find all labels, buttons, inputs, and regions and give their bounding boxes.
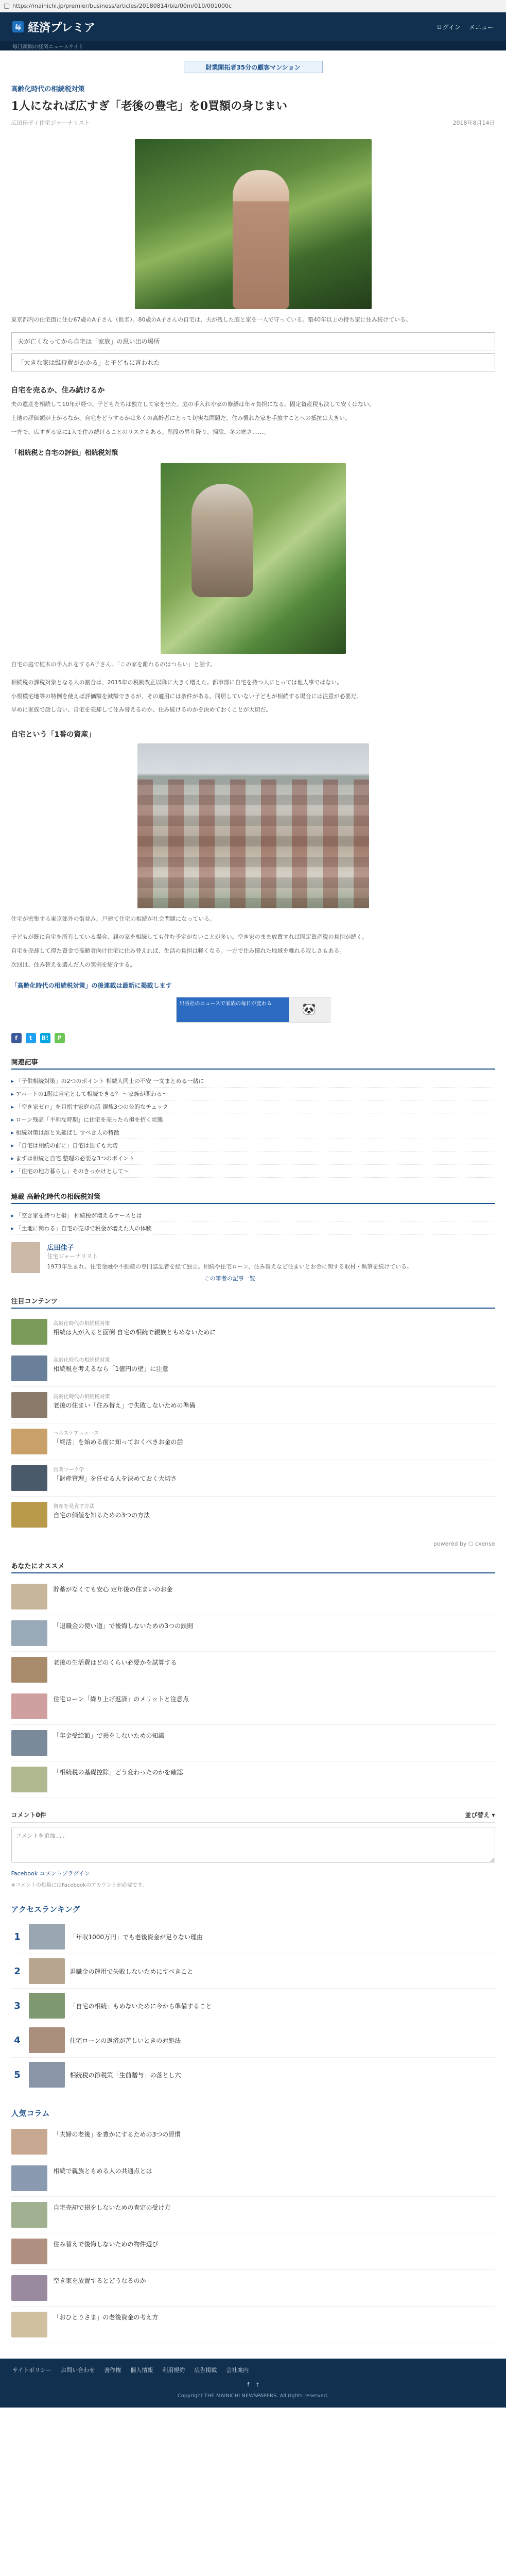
popular-list — [11, 1579, 495, 1798]
facebook-plugin-label[interactable]: Facebook コメントプラグイン — [11, 1870, 90, 1877]
card-category: ヘルスケアニュース — [53, 1431, 99, 1437]
card-title: 相続で親族ともめる人の共通点とは — [53, 2167, 152, 2175]
recommend-card[interactable] — [11, 1350, 495, 1387]
article-photo-houses — [137, 743, 369, 908]
article-paragraph: 相続税の課税対象となる人の割合は、2015年の税制改正以降に大きく増えた。都市部に自宅を持つ人にとっては他人事ではない。 — [11, 679, 343, 686]
card-category: 営業ワーク学 — [53, 1467, 84, 1473]
author-box — [11, 1242, 495, 1283]
card-category: 高齢化時代の相続税対策 — [53, 1394, 110, 1400]
thumbnail — [11, 2129, 47, 2155]
thumbnail — [11, 1355, 47, 1381]
thumbnail — [11, 1429, 47, 1454]
hatena-icon[interactable]: B! — [40, 1033, 50, 1043]
related-item[interactable]: ▸ アパートの1階は自宅として相続できる？ 〜家族が関わる〜 — [11, 1088, 495, 1100]
ranking-item[interactable] — [11, 2023, 495, 2058]
popular-title: あなたにオススメ — [11, 1561, 495, 1573]
comments-header — [11, 1810, 495, 1823]
people-card[interactable] — [11, 2160, 495, 2197]
card-title: 相続税を考えるなら「1億円の壁」に注意 — [53, 1365, 169, 1373]
comment-count: コメント0件 — [11, 1811, 46, 1819]
thumbnail — [11, 1767, 47, 1792]
series-block-title[interactable]: 連載 高齢化時代の相続税対策 — [11, 1191, 495, 1204]
related-list — [11, 1075, 495, 1178]
article-date: 2018年8月14日 — [452, 119, 495, 126]
people-card[interactable] — [11, 2233, 495, 2270]
recommend-card[interactable] — [11, 1423, 495, 1460]
site-footer — [0, 2359, 506, 2408]
menu-button[interactable]: メニュー — [468, 23, 494, 31]
card-title: 自宅の価値を知るための3つの方法 — [53, 1512, 150, 1519]
card-title: 住宅ローン「繰り上げ返済」のメリットと注意点 — [53, 1696, 189, 1703]
rank-number: 1 — [14, 1931, 21, 1942]
footer-link[interactable]: 広告掲載 — [194, 2367, 217, 2374]
photo-caption: 住宅が密集する東京郊外の街並み。戸建て住宅の相続が社会問題になっている。 — [11, 916, 216, 923]
ranking-title-text: 「自宅の相続」もめないために今から準備すること — [69, 2002, 212, 2010]
recommend-card[interactable] — [11, 1387, 495, 1423]
footer-link[interactable]: 著作権 — [104, 2367, 121, 2374]
recommend-title: 注目コンテンツ — [11, 1296, 495, 1309]
card-title: 老後の生活費はどのくらい必要かを試算する — [53, 1659, 177, 1667]
article-paragraph: 夫の遺産を相続して10年が経つ。子どもたちは独立して家を出た。庭の手入れや家の修繕は年々負担になる。固定資産税も決して安くはない。 — [11, 401, 375, 408]
recommend-card[interactable] — [11, 1314, 495, 1350]
site-header — [0, 12, 506, 41]
popular-card[interactable] — [11, 1725, 495, 1761]
ranking-item[interactable] — [11, 1989, 495, 2023]
facebook-icon[interactable]: f — [247, 2381, 250, 2388]
section-heading: 自宅を売るか、住み続けるか — [11, 386, 105, 395]
card-title: 相続は人が入ると面倒 自宅の相続で親族ともめないために — [53, 1329, 216, 1336]
footer-link[interactable]: 会社案内 — [226, 2367, 249, 2374]
thumbnail — [11, 2312, 47, 2337]
logo-mark-icon: 毎 — [12, 21, 24, 32]
comment-sort-select[interactable]: 並び替え ▾ — [465, 1811, 495, 1819]
thumbnail — [29, 1993, 65, 2019]
series-item[interactable]: ▸ 「土地に関わる」自宅の売却で税金が増えた人の体験 — [11, 1222, 495, 1235]
article-paragraph: 一方で、広すぎる家に1人で住み続けることのリスクもある。階段の昇り降り、掃除、冬の寒さ……。 — [11, 429, 270, 436]
related-item[interactable]: ▸ 相続対策は誰と先延ばし すべき人の特徴 — [11, 1126, 495, 1139]
header-subtitle: 毎日新聞の経済ニュースサイト — [0, 41, 506, 50]
people-title: 人気コラム — [11, 2109, 50, 2119]
series-link[interactable]: 「高齢化時代の相続税対策」の後連載は最新に掲載します — [11, 981, 172, 989]
pull-quote: 「大きな家は維持費がかかる」と子どもに言われた — [11, 353, 495, 371]
related-item[interactable]: ▸ 「空き家ゼロ」を目指す家庭の話 親族3つの公的なチェック — [11, 1100, 495, 1113]
ranking-title-text: 相続税の節税策「生前贈与」の落とし穴 — [69, 2071, 181, 2079]
share-buttons — [11, 1033, 495, 1043]
series-title[interactable]: 高齢化時代の相続税対策 — [11, 86, 85, 93]
thumbnail — [11, 2275, 47, 2301]
powered-by: powered by ⬡ cxense — [433, 1540, 495, 1548]
card-title: 老後の住まい「住み替え」で失敗しないための準備 — [53, 1402, 196, 1410]
footer-links — [12, 2366, 494, 2374]
card-title: 「終活」を始める前に知っておくべきお金の話 — [53, 1438, 183, 1446]
pull-quote: 夫が亡くなってから自宅は「家族」の思い出の場所 — [11, 332, 495, 350]
footer-link[interactable]: 個人情報 — [130, 2367, 153, 2374]
thumbnail — [29, 1924, 65, 1950]
card-title: 「相続税の基礎控除」どう変わったのかを確認 — [53, 1769, 183, 1776]
thumbnail — [11, 1392, 47, 1418]
card-title: 自宅売却で損をしないための査定の受け方 — [53, 2204, 171, 2212]
footer-link[interactable]: お問い合わせ — [61, 2367, 95, 2374]
author-role: 住宅ジャーナリスト — [47, 1252, 98, 1260]
thumbnail — [11, 1730, 47, 1756]
popular-card[interactable] — [11, 1761, 495, 1798]
card-category: 高齢化時代の相続税対策 — [53, 1321, 110, 1327]
article-paragraph: 早めに家族で話し合い、自宅を売却して住み替えるのか、住み続けるのかを決めておくことが大切だ。 — [11, 706, 272, 714]
card-title: 貯蓄がなくても安心 定年後の住まいのお金 — [53, 1586, 173, 1594]
section-heading: 自宅という「1番の資産」 — [11, 731, 96, 739]
thumbnail — [11, 2202, 47, 2228]
related-item[interactable]: ▸ 「住宅の地方暮らし」そのきっかけとして〜 — [11, 1165, 495, 1178]
series-list — [11, 1209, 495, 1235]
comment-policy: ※コメントの投稿にはFacebookのアカウントが必要です。 — [11, 1883, 147, 1889]
card-title: 住み替えで後悔しないための物件選び — [53, 2241, 159, 2248]
facebook-icon[interactable]: f — [11, 1033, 22, 1043]
panda-icon: 🐼 — [289, 997, 330, 1022]
thumbnail — [29, 2027, 65, 2053]
ranking-title-text: 住宅ローンの返済が苦しいときの対処法 — [69, 2037, 181, 2044]
article-author[interactable]: 広田佳子 / 住宅ジャーナリスト — [11, 119, 90, 126]
people-card[interactable] — [11, 2124, 495, 2160]
footer-link[interactable]: サイトポリシー — [12, 2367, 52, 2374]
ranking-item[interactable] — [11, 1920, 495, 1954]
card-title: 「年金受給額」で損をしないための知識 — [53, 1732, 165, 1740]
article-paragraph: 子どもが既に自宅を所有している場合、親の家を相続しても住む予定がないことが多い。空き家のまま放置すれば固定資産税の負担が続く。 — [11, 933, 368, 940]
popular-card[interactable] — [11, 1579, 495, 1615]
article-photo-gardening — [161, 463, 346, 654]
twitter-icon[interactable]: t — [26, 1033, 36, 1043]
browser-url-bar[interactable] — [0, 0, 506, 12]
url-text: https://mainichi.jp/premier/business/articles/20180814/biz/00m/010/001000c — [12, 3, 232, 9]
related-item[interactable]: ▸ 「自宅は相続の前に」自宅は出ても大切 — [11, 1139, 495, 1152]
article-title: 1人になれば広すぎ「老後の豊宅」を0買額の身じまい — [11, 99, 288, 113]
ranking-item[interactable] — [11, 2058, 495, 2092]
rank-number: 4 — [14, 2035, 21, 2046]
popular-card[interactable] — [11, 1615, 495, 1652]
ranking-title: アクセスランキング — [11, 1905, 80, 1914]
article-paragraph: 土地の評価額が上がるなか、自宅をどうするかは多くの高齢者にとって切実な問題だ。住み慣れた家を手放すことへの抵抗は大きい。 — [11, 415, 351, 422]
thumbnail — [11, 1319, 47, 1345]
popular-card[interactable] — [11, 1688, 495, 1725]
article-photo-garden — [135, 139, 372, 309]
related-title: 関連記事 — [11, 1057, 495, 1070]
ad-text: 出版社のニュースで家族の毎日が変わる — [177, 997, 289, 1022]
article-paragraph: 小規模宅地等の特例を使えば評価額を減額できるが、その適用には条件がある。同居していない子どもが相続する場合には注意が必要だ。 — [11, 692, 362, 700]
rank-number: 3 — [14, 2000, 21, 2011]
author-avatar — [11, 1242, 40, 1273]
thumbnail — [11, 1502, 47, 1528]
login-link[interactable]: ログイン — [436, 23, 461, 31]
thumbnail — [29, 1958, 65, 1984]
recommend-card[interactable] — [11, 1460, 495, 1497]
related-item[interactable]: ▸ ローン残高「不利な時期」に住宅を売ったら損を招く状態 — [11, 1113, 495, 1126]
pocket-icon[interactable]: P — [55, 1033, 65, 1043]
thumbnail — [11, 2239, 47, 2264]
article-paragraph: 自宅を売却して得た資金で高齢者向け住宅に住み替えれば、生活の負担は軽くなる。一方で住み慣れた地域を離れる寂しさもある。 — [11, 947, 345, 954]
footer-social — [12, 2381, 494, 2388]
ranking-list — [11, 1920, 495, 2092]
copyright: Copyright THE MAINICHI NEWSPAPERS. All rights reserved. — [177, 2393, 329, 2399]
top-banner-ad[interactable]: 財業開拓者35分の顧客マンション — [184, 61, 323, 73]
card-title: 「財産管理」を任せる人を決めておく大切さ — [53, 1475, 177, 1483]
comment-input[interactable] — [11, 1827, 495, 1863]
ranking-title-text: 退職金の運用で失敗しないためにすべきこと — [69, 1968, 194, 1975]
recommend-card[interactable] — [11, 1497, 495, 1533]
people-card[interactable] — [11, 2307, 495, 2343]
ranking-item[interactable] — [11, 1954, 495, 1989]
photo-caption: 東京都内の住宅街に住む67歳のA子さん（仮名）。80歳のA子さんの自宅は、夫が残した庭と家を一人で守っている。築40年以上の持ち家に住み続けている。 — [11, 316, 412, 323]
thumbnail — [29, 2062, 65, 2088]
rank-number: 2 — [14, 1965, 21, 1977]
recommend-list — [11, 1314, 495, 1533]
card-title: 「おひとりさま」の老後資金の考え方 — [53, 2314, 159, 2321]
thumbnail — [11, 1465, 47, 1491]
popular-card[interactable] — [11, 1652, 495, 1688]
author-more-link[interactable]: この筆者の記事一覧 — [204, 1275, 255, 1282]
footer-link[interactable]: 利用規約 — [162, 2367, 185, 2374]
card-title: 空き家を放置するとどうなるのか — [53, 2277, 146, 2285]
inline-ad[interactable] — [176, 997, 330, 1023]
site-logo[interactable] — [12, 19, 95, 35]
related-item[interactable]: ▸ まずは相続と自宅 整理の必要な3つのポイント — [11, 1152, 495, 1165]
thumbnail — [11, 2165, 47, 2191]
thumbnail — [11, 1620, 47, 1646]
sub-heading: 「相続税と自宅の評価」相続税対策 — [11, 449, 118, 457]
article-paragraph: 次回は、住み替えを選んだ人の実例を紹介する。 — [11, 961, 136, 968]
people-card[interactable] — [11, 2197, 495, 2233]
lock-icon — [4, 4, 9, 9]
thumbnail — [11, 1693, 47, 1719]
series-item[interactable]: ▸ 「空き家を持つと損」 相続税が増えるケースとは — [11, 1209, 495, 1222]
people-list — [11, 2124, 495, 2343]
author-name[interactable]: 広田佳子 — [47, 1244, 74, 1252]
twitter-icon[interactable]: t — [256, 2381, 259, 2388]
main-content — [11, 83, 495, 2343]
thumbnail — [11, 1657, 47, 1683]
photo-caption: 自宅の庭で植木の手入れをするA子さん。「この家を離れるのはつらい」と話す。 — [11, 661, 216, 668]
card-title: 「夫婦の老後」を豊かにするための3つの習慣 — [53, 2131, 181, 2139]
logo-text: 経済プレミア — [28, 21, 96, 35]
people-card[interactable] — [11, 2270, 495, 2307]
card-category: 資産を見直す方法 — [53, 1504, 95, 1510]
rank-number: 5 — [14, 2069, 21, 2080]
card-category: 高齢化時代の相続税対策 — [53, 1358, 110, 1364]
ranking-title-text: 「年収1000万円」でも老後資金が足りない理由 — [69, 1933, 203, 1941]
related-item[interactable]: ▸ 「子供相続対策」の2つのポイント 相続人同士の不安 一文まとめる一緒に — [11, 1075, 495, 1088]
thumbnail — [11, 1584, 47, 1609]
card-title: 「退職金の使い道」で後悔しないための3つの鉄則 — [53, 1622, 194, 1630]
author-bio: 1973年生まれ。住宅金融や不動産の専門誌記者を経て独立。相続や住宅ローン、住み替えなど住まいとお金に関する取材・執筆を続けている。 — [47, 1263, 413, 1270]
